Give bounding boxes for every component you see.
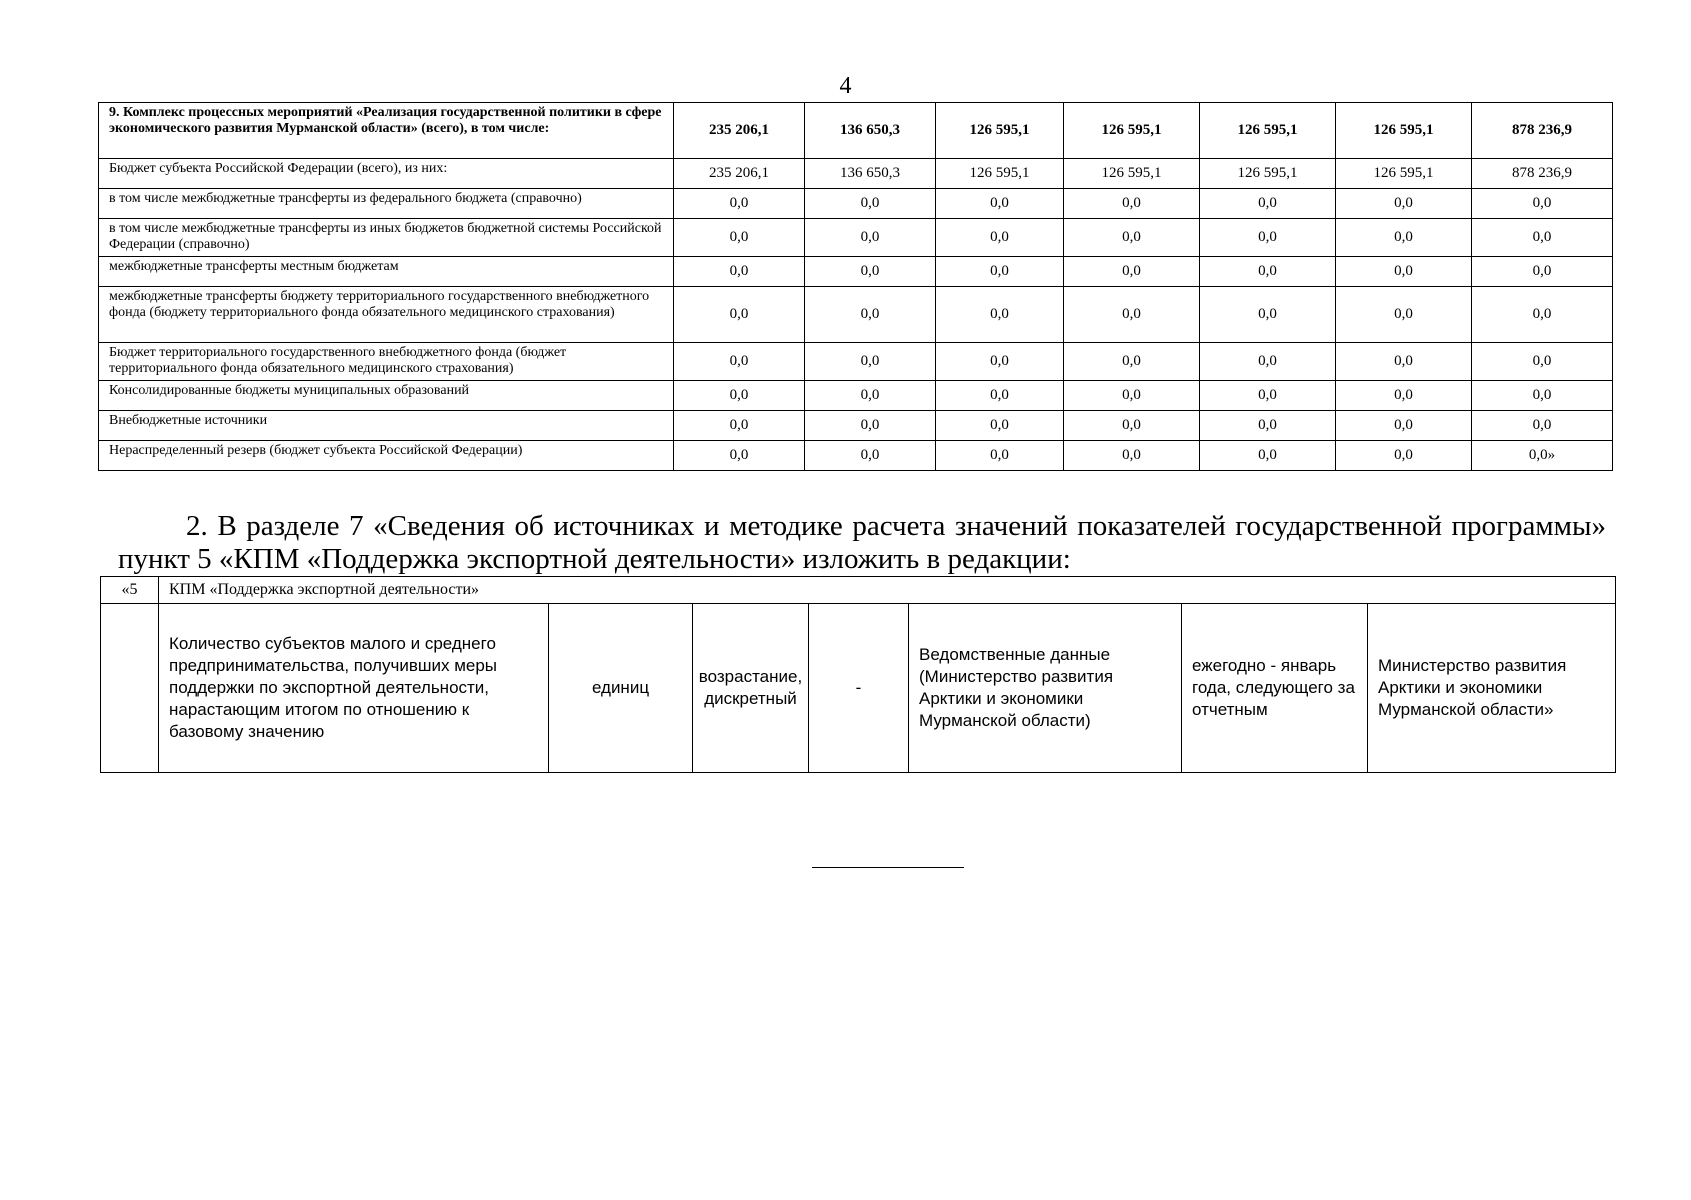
row-value: 0,0	[674, 287, 805, 343]
row-value: 0,0	[674, 189, 805, 219]
row-value: 0,0	[805, 189, 936, 219]
row-value: 0,0	[805, 411, 936, 441]
row-value: 0,0	[1472, 219, 1613, 257]
row-value: 0,0	[1064, 257, 1200, 287]
row-value: 126 595,1	[1064, 159, 1200, 189]
funding-row	[99, 381, 1613, 411]
cell-indicator: Количество субъектов малого и среднего предпринимательства, получивших меры поддержки по экспортной деятельности, нарастающим итогом по отношению к базовому значению	[159, 604, 549, 773]
row-value: 0,0	[674, 257, 805, 287]
row-value: 235 206,1	[674, 159, 805, 189]
row-value: 0,0	[805, 441, 936, 471]
funding-row	[99, 189, 1613, 219]
row-value: 126 595,1	[936, 159, 1064, 189]
row-value: 0,0	[805, 287, 936, 343]
cell-dynamics: возрастание, дискретный	[693, 604, 809, 773]
row-value: 0,0	[1200, 381, 1336, 411]
cell-source: Ведомственные данные (Министерство развития Арктики и экономики Мурманской области)	[909, 604, 1182, 773]
row-value: 0,0	[1064, 343, 1200, 381]
funding-row	[99, 257, 1613, 287]
row-value: 0,0	[1336, 381, 1472, 411]
indicator-header-row	[101, 577, 1616, 604]
row-value: 0,0	[1064, 189, 1200, 219]
row-value: 126 595,1	[1200, 159, 1336, 189]
row-value: 235 206,1	[674, 103, 805, 159]
row-value: 0,0	[1336, 219, 1472, 257]
row-value: 0,0	[674, 219, 805, 257]
row-value: 0,0	[1064, 219, 1200, 257]
row-value: 0,0	[805, 381, 936, 411]
row-value: 0,0	[1200, 219, 1336, 257]
row-value: 0,0	[1472, 257, 1613, 287]
funding-row	[99, 441, 1613, 471]
row-value: 0,0	[674, 411, 805, 441]
row-label: межбюджетные трансферты местным бюджетам	[99, 257, 674, 287]
row-label: 9. Комплекс процессных мероприятий «Реализация государственной политики в сфере экономического развития Мурманской области» (всего), в том числе:	[99, 103, 674, 159]
row-value: 0,0	[1200, 441, 1336, 471]
row-value: 0,0	[1336, 411, 1472, 441]
row-value: 0,0	[1336, 287, 1472, 343]
row-label: межбюджетные трансферты бюджету территориального государственного внебюджетного фонда (бюджету территориального фонда обязательного медицинского страхования)	[99, 287, 674, 343]
row-value: 0,0	[1064, 381, 1200, 411]
row-value: 0,0	[1472, 189, 1613, 219]
indicator-table	[100, 576, 1616, 773]
funding-row	[99, 411, 1613, 441]
row-value: 0,0	[1200, 189, 1336, 219]
page-number: 4	[839, 73, 852, 99]
row-value: 126 595,1	[1064, 103, 1200, 159]
row-value: 136 650,3	[805, 103, 936, 159]
row-value: 136 650,3	[805, 159, 936, 189]
row-value: 0,0	[674, 441, 805, 471]
row-value: 0,0	[1336, 257, 1472, 287]
row-value: 0,0	[936, 287, 1064, 343]
row-value: 0,0	[936, 411, 1064, 441]
row-label: Внебюджетные источники	[99, 411, 674, 441]
row-value: 0,0	[1200, 257, 1336, 287]
cell-method: -	[809, 604, 909, 773]
row-label: Нераспределенный резерв (бюджет субъекта Российской Федерации)	[99, 441, 674, 471]
row-value: 0,0	[1200, 411, 1336, 441]
funding-row	[99, 219, 1613, 257]
row-label: в том числе межбюджетные трансферты из иных бюджетов бюджетной системы Российской Федерации (справочно)	[99, 219, 674, 257]
row-value: 0,0	[936, 441, 1064, 471]
row-value: 0,0	[936, 257, 1064, 287]
row-value: 0,0	[1336, 441, 1472, 471]
row-value: 0,0	[1336, 343, 1472, 381]
item-number: «5	[101, 577, 159, 604]
funding-row	[99, 103, 1613, 159]
cell-unit: единиц	[549, 604, 693, 773]
row-value: 0,0	[1472, 411, 1613, 441]
row-value: 0,0	[936, 219, 1064, 257]
item-title: КПМ «Поддержка экспортной деятельности»	[159, 577, 1616, 604]
cell-number	[101, 604, 159, 773]
cell-responsible: Министерство развития Арктики и экономики Мурманской области»	[1368, 604, 1616, 773]
row-value: 0,0	[674, 381, 805, 411]
row-value: 126 595,1	[1336, 159, 1472, 189]
indicator-row	[101, 604, 1616, 773]
row-value: 0,0	[805, 257, 936, 287]
row-value: 0,0	[1064, 441, 1200, 471]
row-value: 126 595,1	[936, 103, 1064, 159]
row-label: Бюджет субъекта Российской Федерации (всего), из них:	[99, 159, 674, 189]
row-value: 878 236,9	[1472, 103, 1613, 159]
row-value: 0,0	[1200, 343, 1336, 381]
row-value: 0,0	[1472, 287, 1613, 343]
row-value: 0,0	[936, 381, 1064, 411]
row-value: 0,0	[1472, 381, 1613, 411]
funding-row	[99, 287, 1613, 343]
row-value: 0,0	[1064, 411, 1200, 441]
funding-row	[99, 343, 1613, 381]
row-value: 0,0	[1064, 287, 1200, 343]
closing-divider	[812, 867, 964, 868]
row-value: 0,0	[1336, 189, 1472, 219]
row-label: Бюджет территориального государственного внебюджетного фонда (бюджет территориального фонда обязательного медицинского страхования)	[99, 343, 674, 381]
amendment-paragraph: 2. В разделе 7 «Сведения об источниках и методике расчета значений показателей государственной программы» пункт 5 «КПМ «Поддержка экспортной деятельности» изложить в редакции:	[118, 510, 1606, 575]
row-value: 0,0	[805, 343, 936, 381]
row-value: 126 595,1	[1336, 103, 1472, 159]
row-value: 0,0	[1200, 287, 1336, 343]
funding-table	[98, 102, 1613, 471]
row-value: 0,0	[674, 343, 805, 381]
funding-row	[99, 159, 1613, 189]
row-value: 126 595,1	[1200, 103, 1336, 159]
cell-frequency: ежегодно - январь года, следующего за отчетным	[1182, 604, 1368, 773]
row-value: 0,0	[936, 189, 1064, 219]
row-value: 0,0	[805, 219, 936, 257]
row-value: 0,0	[936, 343, 1064, 381]
row-label: Консолидированные бюджеты муниципальных образований	[99, 381, 674, 411]
row-value: 0,0»	[1472, 441, 1613, 471]
row-label: в том числе межбюджетные трансферты из федерального бюджета (справочно)	[99, 189, 674, 219]
row-value: 878 236,9	[1472, 159, 1613, 189]
row-value: 0,0	[1472, 343, 1613, 381]
